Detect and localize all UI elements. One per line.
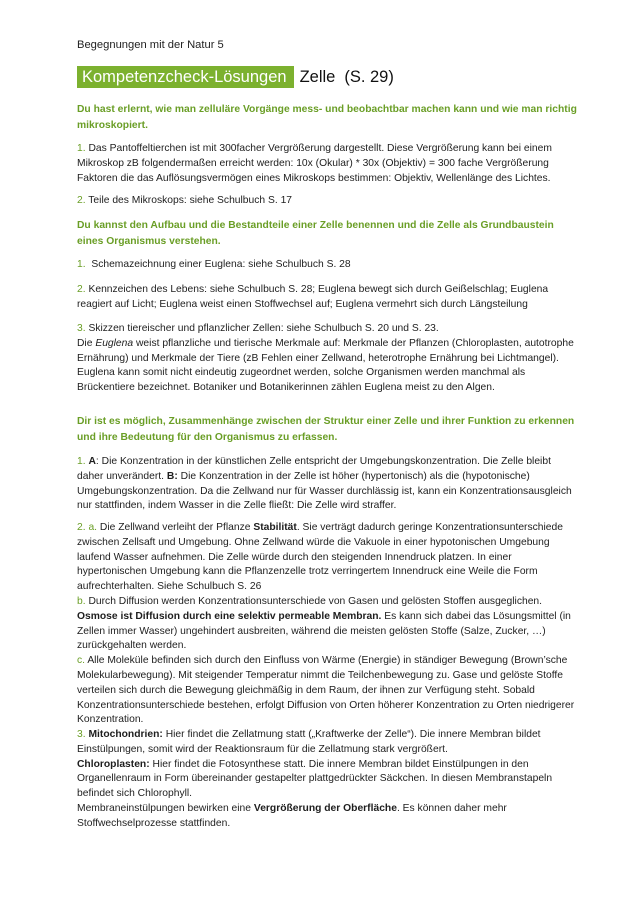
answer-text: Skizzen tiereischer und pflanzlicher Zellen: siehe Schulbuch S. 20 und S. 23. [88, 323, 439, 334]
answer-3-3 [77, 728, 577, 832]
answer-3-2 [77, 521, 577, 728]
answer-2-1 [77, 258, 577, 273]
answer-number: 2. [77, 284, 86, 295]
answer-text: Kennzeichen des Lebens: siehe Schulbuch S. 28; Euglena bewegt sich durch Geißelschlag; Euglena reagiert auf Licht; Euglena weist einen Stoffwechsel auf; Euglena vermehrt sich durch Längsteilung [77, 284, 549, 310]
answer-label: B: [166, 470, 178, 482]
answer-text: Die Konzentration in der Zelle ist höher (hypertonisch) als die (hypotonische) Umgebungskonzentration. Da die Zellwand nur für Wasser durchlässig ist, kann ein Konzentrationsausgleich nur stattfinden, indem Wasser in die Zelle fließt: Die Zelle wird straffer. [77, 470, 572, 512]
answer-bold: Vergrößerung der Oberfläche [253, 802, 397, 814]
answer-number: 1. [77, 456, 86, 467]
answer-2-3 [77, 322, 577, 396]
answer-text: Hier findet die Fotosynthese statt. Die innere Membran bildet Einstülpungen in den Organellenraum in Form übereinander gestapelter plattgedrückter Säckchen. In diesen Membranstapeln befindet sich Chlorophyll. [77, 758, 553, 800]
answer-1-1 [77, 142, 577, 186]
answer-text: Alle Moleküle befinden sich durch den Einfluss von Wärme (Energie) in ständiger Bewegung (Brown’sche Molekularbewegung). Mit steigender Temperatur nimmt die Teilchenbewegung zu. Gase und gelöste Stoffe verteilen sich durch die Bewegung gleichmäßig in dem Raum, der ihnen zur Verfügung steht. Sobald Konzentrationsunterschiede bestehen, erfolgt Diffusion von Orten höherer Konzentration zu Orten niedrigerer Konzentration. [77, 655, 575, 726]
answer-text: Das Pantoffeltierchen ist mit 300facher Vergrößerung dargestellt. Diese Vergrößerung kann bei einem Mikroskop zB folgendermaßen erreicht werden: 10x (Okular) * 30x (Objektiv) = 300 fache Vergrößerung Faktoren die das Auflösungsvermögen eines Mikroskops bestimmen: Objektiv, Wellenlänge des Lichtes. [77, 143, 552, 184]
answer-number: b. [77, 595, 86, 607]
answer-number: 3. [77, 729, 86, 740]
answer-text: Hier findet die Zellatmung statt („Kraftwerke der Zelle“). Die innere Membran bildet Einstülpungen, somit wird der Reaktionsraum für die Zellatmung stark vergrößert. [77, 729, 541, 755]
answer-number: 2. a. [77, 522, 98, 533]
answer-number: 1. [77, 259, 86, 270]
title-badge: Kompetenzcheck-Lösungen [77, 66, 294, 88]
title-topic [300, 68, 394, 87]
answer-label: Chloroplasten: [77, 758, 150, 770]
answer-text: Membraneinstülpungen bewirken eine [77, 802, 252, 814]
answer-text: Teile des Mikroskops: siehe Schulbuch S. 17 [88, 195, 293, 206]
answer-text: Es kann sich dabei das Lösungsmittel (in Zellen immer Wasser) ungehindert ausbreiten, während die meisten gelösten Stoffe (Salze, Zucker, …) zurückgehalten werden. [77, 610, 571, 652]
answer-label: A [88, 456, 96, 467]
answer-text: . Sie verträgt dadurch geringe Konzentrationsunterschiede zwischen Zellsaft und Umgebung. Ohne Zellwand würde die Vakuole in einer hypotonischen Umgebung laufend Wasser aufnehmen. Die Zelle würde durch den steigenden Innendruck platzen. In einer hypertonischen Umgebung kann die Pflanzenzelle trotz verringertem Innendruck eine Weile die Form aufrechterhalten. Siehe Schulbuch S. 26 [77, 522, 563, 593]
goal-heading-2: Du kannst den Aufbau und die Bestandteile einer Zelle benennen und die Zelle als Grundbaustein eines Organismus verstehen. [77, 220, 554, 247]
answer-3-1 [77, 455, 577, 514]
answer-text: Durch Diffusion werden Konzentrationsunterschiede von Gasen und gelösten Stoffen ausgeglichen. [88, 595, 543, 607]
answer-bold: Stabilität [253, 522, 297, 533]
answer-text: : Die Konzentration in der künstlichen Zelle entspricht der Umgebungskonzentration. Die Zelle bleibt daher unverändert. [77, 456, 551, 482]
title-topic-text: Zelle [299, 67, 336, 86]
answer-2-2 [77, 283, 577, 313]
answer-number: 1. [77, 143, 86, 154]
answer-text: Schemazeichnung einer Euglena: siehe Schulbuch S. 28 [91, 259, 351, 270]
title-page-ref: (S. 29) [344, 67, 394, 86]
answer-text: Die [77, 337, 93, 349]
answer-text: weist pflanzliche und tierische Merkmale auf: Merkmale der Pflanzen (Chloroplasten, autotrophe Ernährung) und Merkmale der Tiere (zB Fehlen einer Zellwand, heterotrophe Ernährung bei Lichtmangel). Euglena kann somit nicht eindeutig zugeordnet werden, solche Organismen werden manchmal als Brückentiere bezeichnet. Botaniker und Botanikerinnen zählen Euglena meist zu den Algen. [77, 337, 574, 394]
page-header: Begegnungen mit der Natur 5 [77, 39, 224, 51]
answer-number: 3. [77, 323, 86, 334]
page-title [77, 66, 394, 88]
answer-label: Mitochondrien: [88, 729, 163, 740]
answer-number: 2. [77, 195, 86, 206]
answer-number: c. [77, 655, 86, 667]
goal-heading-3: Dir ist es möglich, Zusammenhänge zwischen der Struktur einer Zelle und ihrer Funktion zu erkennen und ihre Bedeutung für den Organismus zu erfassen. [77, 416, 575, 443]
answer-italic: Euglena [95, 337, 134, 349]
answer-bold: Osmose ist Diffusion durch eine selektiv permeable Membran. [77, 610, 382, 622]
goal-heading-1: Du hast erlernt, wie man zelluläre Vorgänge mess- und beobachtbar machen kann und wie man richtig mikroskopiert. [77, 104, 577, 131]
answer-1-2 [77, 194, 577, 209]
answer-text: Die Zellwand verleiht der Pflanze [99, 522, 251, 533]
answer-text: . Es können daher mehr Stoffwechselprozesse stattfinden. [77, 802, 507, 829]
